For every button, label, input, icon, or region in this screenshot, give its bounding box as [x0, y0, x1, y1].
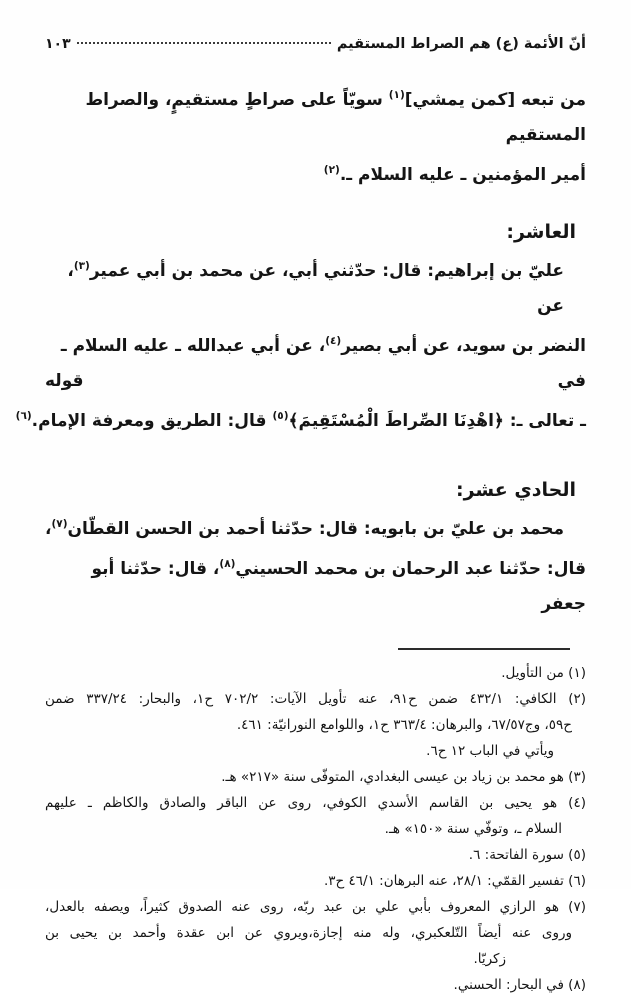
footnote-marker: (٧)	[51, 518, 68, 530]
body-text: قال: حدّثنا عبد الرحمان بن محمد الحسيني	[235, 559, 586, 579]
section-heading-eleven: الحادي عشر:	[456, 479, 576, 501]
footnote-line: (٤) هو يحيى بن القاسم الأسدي الكوفي، روى عن الباقر والصادق والكاظم ـ عليهم	[45, 795, 586, 811]
footnote-line: (٧) هو الرازي المعروف بأبي علي بن عبد ربّه، روى عنه الصدوق كثيراً، ويصفه بالعدل،	[45, 899, 586, 915]
body-text: ، عن	[67, 261, 564, 316]
footnote-line: (٢) الكافي: ٤٣٢/١ ضمن ح٩١، عنه تأويل الآيات: ٧٠٢/٢ ح١، والبحار: ٣٣٧/٢٤ ضمن	[45, 691, 587, 707]
page-number: ١٠٣	[45, 36, 71, 52]
footnote-line: (٨) في البحار: الحسني.	[453, 977, 586, 993]
body-text: ،	[45, 519, 52, 539]
text-line	[45, 153, 586, 193]
page-header	[45, 34, 586, 54]
body-text: النضر بن سويد، عن أبي بصير	[341, 336, 586, 356]
footnote-marker: (٣)	[73, 260, 90, 272]
text-line	[45, 507, 586, 547]
text-line	[45, 78, 586, 153]
section-heading-ten: العاشر:	[506, 221, 576, 243]
footnotes-block	[45, 660, 586, 998]
body-text: عليّ بن إبراهيم: قال: حدّثني أبي، عن محمد بن أبي عمير	[89, 261, 564, 281]
text-line	[15, 399, 586, 439]
text-line	[45, 324, 586, 399]
dot-leader	[77, 42, 331, 44]
footnote-line: وروى عنه أيضاً التّلعكبري، وله منه إجازة،ويروي عن ابن عقدة وأحمد بن يحيى بن	[45, 925, 572, 941]
footnote-line: (١) من التأويل.	[501, 665, 586, 681]
footnote-marker: (١)	[388, 89, 405, 101]
footnote-line: ويأتي في الباب ١٢ ح٦.	[426, 743, 554, 759]
text-line	[45, 249, 586, 324]
body-text: سويّاً على صراطٍ مستقيمٍ، والصراط المستقيم	[85, 90, 586, 145]
footnote-marker: (٨)	[219, 558, 236, 570]
footnote-line: السلام ـ، وتوفّي سنة «١٥٠» هـ.	[384, 821, 562, 837]
body-text: ، عن أبي عبدالله ـ عليه السلام ـ في قوله	[45, 336, 586, 391]
paragraph-hadith-ten	[15, 249, 586, 439]
body-text: ـ تعالى ـ:	[503, 411, 586, 431]
footnote-line: (٥) سورة الفاتحة: ٦.	[468, 847, 586, 863]
running-title: أنّ الأئمة (ع) هم الصراط المستقيم	[336, 36, 586, 52]
footnote-line: (٣) هو محمد بن زياد بن عيسى البغدادي، المتوفّى سنة «٢١٧» هـ.	[221, 769, 586, 785]
body-text: قال: الطريق ومعرفة الإمام.	[31, 411, 273, 431]
body-text: من تبعه [كمن يمشي]	[404, 90, 586, 110]
footnote-separator	[398, 648, 570, 650]
paragraph-hadith-eleven	[45, 507, 586, 622]
footnote-line: ح٥٩، وج٦٧/٥٧، والبرهان: ٣٦٣/٤ ح١، واللوامع النورانيّة: ٤٦١.	[236, 717, 572, 733]
body-text: محمد بن عليّ بن بابويه: قال: حدّثنا أحمد بن الحسن القطّان	[67, 519, 564, 539]
footnote-line: (٦) تفسير القمّي: ٢٨/١، عنه البرهان: ٤٦/١ ح٣.	[323, 873, 586, 889]
body-text: ، قال: حدّثنا أبو جعفر	[91, 559, 586, 614]
body-text: أمير المؤمنين ـ عليه السلام ـ.	[339, 165, 586, 185]
quran-verse: ﴿اهْدِنَا الصِّراطَ الْمُسْتَقِيمَ﴾	[288, 411, 504, 431]
footnote-marker: (٢)	[323, 164, 340, 176]
footnote-marker: (٦)	[15, 410, 32, 422]
footnote-marker: (٤)	[325, 335, 342, 347]
paragraph-one	[45, 78, 586, 193]
footnote-marker: (٥)	[272, 410, 289, 422]
footnote-line: زكريّا.	[473, 951, 506, 967]
text-line	[45, 547, 586, 622]
